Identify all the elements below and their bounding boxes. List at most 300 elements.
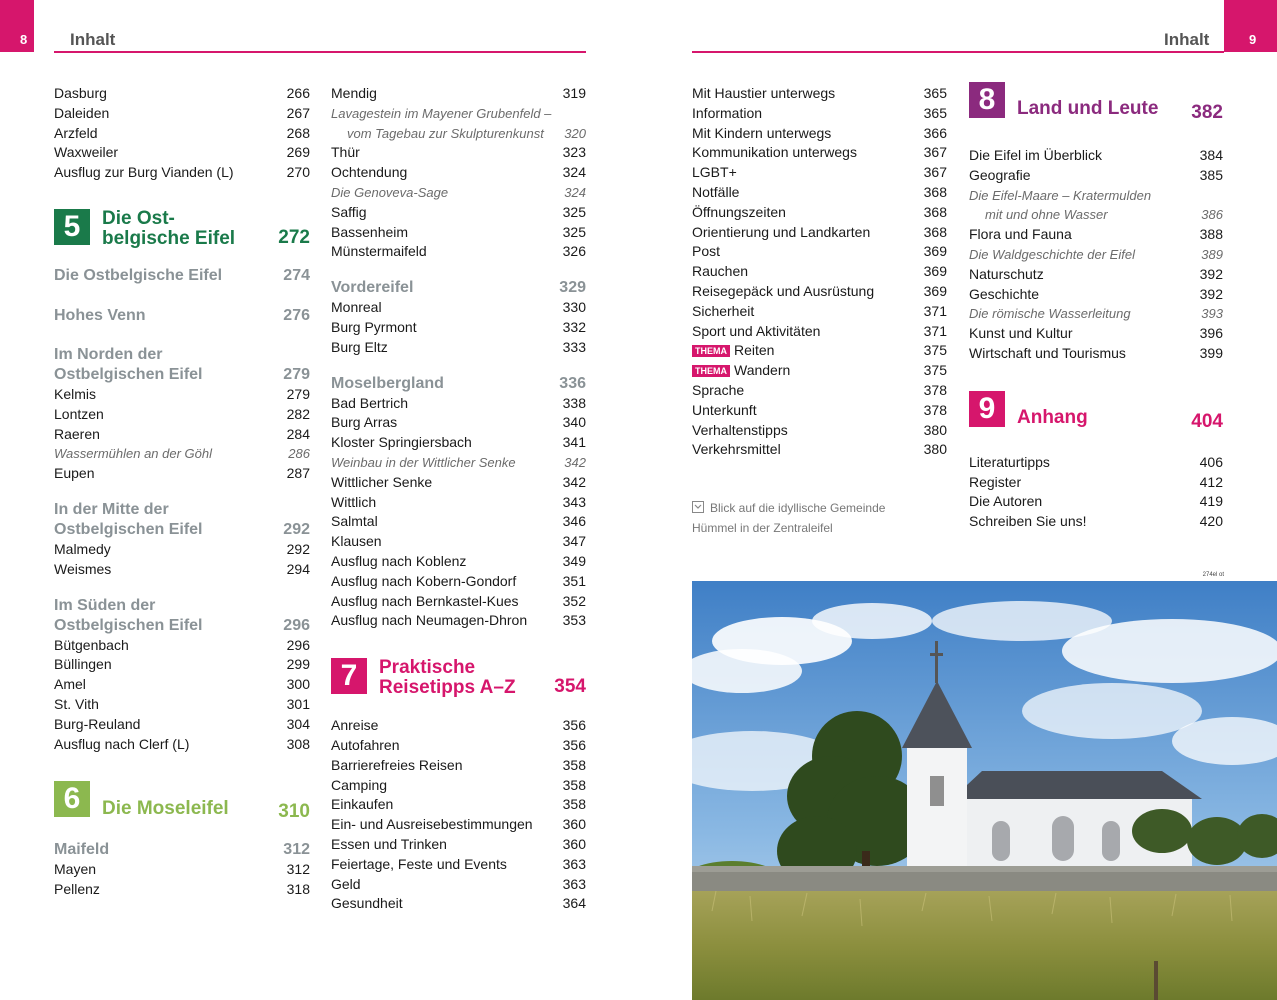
toc-entry	[54, 695, 310, 715]
toc-entry-page: 333	[562, 338, 586, 355]
toc-entry	[969, 285, 1223, 305]
toc-list	[54, 540, 310, 580]
toc-entry-title: Salmtal	[331, 513, 378, 530]
toc-entry-title: Lavagestein im Mayener Grubenfeld –	[331, 105, 552, 121]
toc-entry	[331, 894, 586, 914]
toc-list	[692, 84, 947, 460]
toc-entry-page: 324	[562, 164, 586, 181]
toc-entry-title: Sport und Aktivitäten	[692, 322, 821, 339]
chapter-page: 310	[278, 801, 310, 823]
toc-entry-title: Literaturtipps	[969, 453, 1050, 470]
toc-entry	[969, 245, 1223, 265]
toc-entry	[692, 322, 947, 342]
toc-entry-page: 368	[923, 203, 947, 220]
toc-entry-title: Rauchen	[692, 263, 749, 280]
toc-entry	[969, 304, 1223, 324]
toc-entry	[692, 302, 947, 322]
toc-entry-title: Eupen	[54, 465, 95, 482]
toc-entry	[331, 394, 586, 414]
toc-entry	[692, 223, 947, 243]
toc-entry-title: Wittlich	[331, 493, 377, 510]
toc-entry	[331, 163, 586, 183]
toc-entry-page: 300	[286, 676, 310, 693]
toc-entry-title: Notfälle	[692, 183, 740, 200]
toc-entry-page: 392	[1199, 285, 1223, 302]
toc-entry	[54, 860, 310, 880]
toc-entry-title: Burg Pyrmont	[331, 318, 417, 335]
toc-entry-title: Kelmis	[54, 385, 97, 402]
toc-entry-title: Mit Haustier unterwegs	[692, 85, 836, 101]
toc-entry-title: Bad Bertrich	[331, 394, 409, 411]
toc-entry-page: 367	[923, 144, 947, 161]
toc-entry-title: Kloster Springiersbach	[331, 434, 472, 451]
toc-entry-page: 396	[1199, 325, 1223, 342]
chapter-page: 354	[554, 676, 586, 698]
toc-entry-page: 371	[923, 322, 947, 339]
toc-entry-page: 269	[286, 144, 310, 161]
toc-entry-title: Geografie	[969, 166, 1031, 183]
chapter-8-heading	[969, 82, 1223, 122]
toc-entry-page: 318	[286, 881, 310, 898]
toc-entry	[54, 405, 310, 425]
toc-entry	[54, 104, 310, 124]
toc-entry	[692, 84, 947, 104]
toc-entry-page: 366	[923, 124, 947, 141]
toc-entry-title: Bassenheim	[331, 223, 409, 240]
toc-column-3	[692, 84, 947, 460]
toc-entry-title: Lontzen	[54, 405, 104, 422]
toc-entry	[54, 143, 310, 163]
toc-entry	[54, 425, 310, 445]
toc-entry-page: 338	[562, 394, 586, 411]
list	[54, 84, 310, 183]
toc-entry-page: 368	[923, 223, 947, 240]
toc-list	[331, 84, 586, 262]
section-heading: Vordereifel 329	[331, 279, 586, 297]
toc-entry-title: Kommunikation unterwegs	[692, 144, 857, 161]
toc-entry-page: 384	[1199, 147, 1223, 163]
toc-entry-page: 353	[562, 612, 586, 629]
toc-entry	[331, 736, 586, 756]
chapter-title: Die Ost- belgische Eifel	[102, 207, 236, 249]
toc-entry-page: 326	[562, 243, 586, 260]
toc-entry-title: Waxweiler	[54, 144, 119, 161]
toc-entry	[54, 735, 310, 755]
toc-entry-page: 349	[562, 552, 586, 569]
chapter-title: Anhang	[1017, 406, 1088, 428]
toc-entry-title: Barrierefreies Reisen	[331, 756, 463, 773]
toc-entry	[54, 880, 310, 900]
toc-entry-title: Information	[692, 104, 763, 121]
toc-entry	[331, 338, 586, 358]
toc-entry-page: 330	[562, 299, 586, 316]
toc-entry-title: Die Genoveva-Sage	[331, 184, 449, 200]
toc-entry	[331, 855, 586, 875]
toc-entry-title: Sprache	[692, 381, 745, 398]
toc-entry-page: 363	[562, 855, 586, 872]
toc-entry-page: 420	[1199, 513, 1223, 530]
toc-entry-title: St. Vith	[54, 695, 99, 712]
toc-entry-page: 282	[286, 405, 310, 422]
toc-entry	[692, 401, 947, 421]
toc-entry-title: Die Eifel-Maare – Kratermulden	[969, 187, 1152, 203]
thema-badge: THEMA	[692, 345, 730, 357]
toc-entry-title: Mit Kindern unterwegs	[692, 124, 832, 141]
section-heading: Maifeld 312	[54, 841, 310, 859]
toc-entry-page: 378	[923, 381, 947, 398]
chapter-page: 382	[1191, 102, 1223, 123]
toc-entry-page: 364	[562, 895, 586, 912]
toc-entry-page: 325	[562, 223, 586, 240]
toc-entry-title: Ausflug nach Kobern-Gondorf	[331, 572, 517, 589]
page-title-left: Inhalt	[70, 30, 116, 49]
toc-entry-title: Ausflug zur Burg Vianden (L)	[54, 164, 234, 181]
page-number-left: 8	[0, 0, 34, 52]
toc-list	[54, 636, 310, 755]
toc-entry	[969, 512, 1223, 532]
section-heading: Moselbergland 336	[331, 374, 586, 392]
toc-entry-page: 380	[923, 421, 947, 438]
toc-entry-page: 342	[564, 454, 586, 470]
toc-entry-page: 347	[562, 533, 586, 550]
toc-entry-title: Flora und Fauna	[969, 226, 1072, 243]
toc-list	[54, 860, 310, 900]
toc-entry	[692, 242, 947, 262]
toc-entry-page: 301	[286, 695, 310, 712]
toc-entry-title: Ausflug nach Koblenz	[331, 552, 467, 569]
toc-entry	[54, 385, 310, 405]
toc-entry-title: Die Waldgeschichte der Eifel	[969, 246, 1135, 262]
toc-entry-page: 351	[562, 572, 586, 589]
toc-entry	[331, 413, 586, 433]
toc-entry-page: 319	[562, 85, 586, 101]
toc-entry-title: Dasburg	[54, 85, 107, 101]
toc-entry-title: Ausflug nach Neumagen-Dhron	[331, 612, 528, 629]
toc-entry-title: Einkaufen	[331, 796, 394, 813]
toc-entry-page: 356	[562, 736, 586, 753]
section-heading: Im Norden der Ostbelgischen Eifel 279	[54, 345, 310, 383]
photo-caption: Blick auf die idyllische Gemeinde Hümmel in der Zentraleifel	[692, 501, 886, 535]
toc-entry-page: 363	[562, 875, 586, 892]
toc-entry-page: 393	[1201, 306, 1223, 322]
toc-entry	[54, 84, 310, 104]
chapter-page: 404	[1191, 410, 1223, 432]
chapter-9-heading	[969, 391, 1223, 431]
chapter-6-heading	[54, 781, 310, 821]
chapter-7-heading	[331, 658, 586, 698]
toc-list	[331, 298, 586, 357]
toc-entry-title: Klausen	[331, 533, 382, 550]
toc-entry-page: 358	[562, 796, 586, 813]
toc-entry	[54, 655, 310, 675]
chapter-page: 272	[278, 226, 310, 248]
toc-entry	[331, 298, 586, 318]
toc-entry-page: 341	[562, 434, 586, 451]
toc-entry-title: Verhaltenstipps	[692, 421, 788, 438]
toc-entry	[331, 242, 586, 262]
toc-entry	[331, 875, 586, 895]
toc-entry-title: Geld	[331, 875, 361, 892]
toc-entry-page: 286	[288, 446, 310, 462]
toc-entry	[54, 715, 310, 735]
toc-entry-page: 380	[923, 441, 947, 458]
page-title-right: Inhalt	[1164, 30, 1210, 49]
section-heading: Im Süden der Ostbelgischen Eifel 296	[54, 596, 310, 634]
toc-entry	[331, 716, 586, 736]
toc-entry	[331, 592, 586, 612]
toc-entry-title: Amel	[54, 676, 86, 693]
section-heading: In der Mitte der Ostbelgischen Eifel 292	[54, 500, 310, 538]
toc-entry	[692, 104, 947, 124]
chapter-title: Land und Leute	[1017, 98, 1159, 119]
toc-entry	[331, 512, 586, 532]
toc-entry-page: 312	[286, 861, 310, 878]
toc-entry-page: 294	[286, 560, 310, 577]
toc-entry-page: 371	[923, 302, 947, 319]
toc-entry-title: Wassermühlen an der Göhl	[54, 446, 213, 462]
toc-entry-title: Die römische Wasserleitung	[969, 306, 1131, 322]
chapter-5-heading	[54, 209, 310, 249]
toc-entry-title: Ausflug nach Bernkastel-Kues	[331, 592, 519, 609]
toc-list	[54, 385, 310, 484]
toc-entry-page: 360	[562, 816, 586, 833]
toc-entry	[331, 756, 586, 776]
toc-entry-title: Ein- und Ausreisebestimmungen	[331, 816, 533, 833]
toc-entry-title: Die Eifel im Überblick	[969, 147, 1103, 163]
toc-entry-title: Arzfeld	[54, 124, 98, 141]
toc-entry-page: 270	[286, 164, 310, 181]
section-heading: Die Ostbelgische Eifel 274	[54, 266, 310, 284]
toc-entry	[692, 361, 947, 381]
chapter-title: Die Moseleifel	[102, 798, 229, 820]
thema-badge: THEMA	[692, 365, 730, 377]
toc-entry-page: 325	[562, 203, 586, 220]
toc-entry	[331, 183, 586, 203]
toc-entry	[331, 433, 586, 453]
toc-entry-page: 279	[286, 385, 310, 402]
toc-entry-page: 342	[562, 473, 586, 490]
toc-entry-page: 358	[562, 776, 586, 793]
toc-entry-page: 346	[562, 513, 586, 530]
toc-entry-page: 287	[286, 465, 310, 482]
toc-entry-title: Schreiben Sie uns!	[969, 513, 1087, 530]
toc-entry	[692, 203, 947, 223]
toc-entry-page: 352	[562, 592, 586, 609]
toc-entry-page: 386	[1201, 207, 1223, 223]
toc-entry-title: Register	[969, 473, 1022, 490]
chapter-number-badge: 6	[54, 781, 90, 817]
toc-entry	[692, 183, 947, 203]
toc-entry	[331, 776, 586, 796]
toc-entry-page: 369	[923, 282, 947, 299]
toc-entry-page: 385	[1199, 166, 1223, 183]
toc-entry	[969, 146, 1223, 166]
toc-entry-title: Thür	[331, 144, 360, 161]
toc-entry	[331, 815, 586, 835]
toc-entry	[331, 835, 586, 855]
chapter-title: Praktische Reisetipps A–Z	[379, 657, 516, 699]
toc-entry	[331, 473, 586, 493]
toc-entry-page: 369	[923, 263, 947, 280]
toc-entry-title: Raeren	[54, 425, 100, 442]
toc-entry-title: Camping	[331, 776, 388, 793]
toc-entry	[331, 104, 586, 124]
caption-arrow-icon	[692, 501, 704, 513]
toc-entry-title: Die Autoren	[969, 493, 1043, 510]
toc-entry	[969, 265, 1223, 285]
toc-entry-page: 378	[923, 401, 947, 418]
toc-entry-title: Sicherheit	[692, 302, 755, 319]
toc-entry-page: 399	[1199, 344, 1223, 361]
photo-credit: 274el ot	[1202, 572, 1224, 578]
toc-entry-title: Saffig	[331, 203, 367, 220]
toc-entry	[54, 444, 310, 464]
toc-entry-title: Burg Eltz	[331, 338, 388, 355]
toc-entry-title: Mendig	[331, 85, 377, 101]
toc-entry-title: Mayen	[54, 861, 97, 878]
toc-entry-page: 419	[1199, 493, 1223, 510]
toc-entry-title: Ausflug nach Clerf (L)	[54, 735, 190, 752]
toc-entry	[331, 203, 586, 223]
toc-entry-title: Daleiden	[54, 104, 110, 121]
toc-entry-page: 284	[286, 425, 310, 442]
toc-entry	[331, 318, 586, 338]
toc-entry-title: Autofahren	[331, 736, 400, 753]
toc-list	[969, 453, 1223, 532]
toc-entry-page: 324	[564, 184, 586, 200]
toc-entry	[54, 163, 310, 183]
toc-list	[331, 716, 586, 914]
toc-entry	[692, 124, 947, 144]
toc-entry-title: Pellenz	[54, 881, 100, 898]
toc-entry-title: Monreal	[331, 299, 382, 316]
toc-entry-page: 304	[286, 715, 310, 732]
toc-entry	[692, 440, 947, 460]
toc-entry	[331, 124, 586, 144]
toc-entry-title: Unterkunft	[692, 401, 757, 418]
toc-entry	[54, 540, 310, 560]
toc-entry-title: Münstermaifeld	[331, 243, 427, 260]
toc-column-2	[331, 84, 586, 914]
toc-entry	[331, 795, 586, 815]
toc-entry	[54, 464, 310, 484]
chapter-number-badge: 8	[969, 82, 1005, 118]
toc-entry-page: 388	[1199, 226, 1223, 243]
toc-entry	[54, 124, 310, 144]
toc-entry-title: Wirtschaft und Tourismus	[969, 344, 1126, 361]
toc-entry	[969, 344, 1223, 364]
chapter-number-badge: 5	[54, 209, 90, 245]
toc-entry-page: 365	[923, 85, 947, 101]
toc-column-4	[969, 84, 1223, 532]
toc-entry	[692, 282, 947, 302]
toc-list	[969, 146, 1223, 364]
toc-entry	[692, 262, 947, 282]
toc-entry-title: Essen und Trinken	[331, 835, 447, 852]
toc-entry-page: 292	[286, 540, 310, 557]
toc-entry	[331, 143, 586, 163]
toc-entry-page: 308	[286, 735, 310, 752]
toc-entry	[331, 532, 586, 552]
toc-entry-page: 266	[286, 85, 310, 101]
toc-entry	[331, 223, 586, 243]
page-number-right: 9	[1224, 0, 1277, 52]
toc-entry-page: 389	[1201, 246, 1223, 262]
toc-entry-title: Wandern	[734, 362, 791, 379]
toc-entry-title: Reiten	[734, 342, 775, 359]
toc-entry-title: Geschichte	[969, 285, 1040, 302]
toc-entry	[969, 473, 1223, 493]
toc-entry	[331, 453, 586, 473]
toc-entry-title: mit und ohne Wasser	[985, 207, 1108, 223]
toc-entry	[54, 675, 310, 695]
toc-entry-title: LGBT+	[692, 164, 737, 181]
toc-entry-page: 356	[562, 717, 586, 734]
toc-entry-page: 406	[1199, 453, 1223, 470]
toc-column-1	[54, 84, 310, 900]
toc-entry-page: 268	[286, 124, 310, 141]
toc-entry-title: Kunst und Kultur	[969, 325, 1073, 342]
toc-entry-page: 358	[562, 756, 586, 773]
toc-entry	[969, 205, 1223, 225]
toc-entry-page: 332	[562, 318, 586, 335]
toc-entry-page: 360	[562, 835, 586, 852]
toc-entry-title: Gesundheit	[331, 895, 403, 912]
toc-entry-title: Büllingen	[54, 656, 112, 673]
toc-entry	[331, 493, 586, 513]
toc-entry-page: 296	[286, 636, 310, 653]
toc-entry-page: 412	[1199, 473, 1223, 490]
toc-entry-title: Wittlicher Senke	[331, 473, 433, 490]
toc-entry-title: Orientierung und Landkarten	[692, 223, 871, 240]
toc-entry-page: 369	[923, 243, 947, 260]
toc-entry-title: Öffnungszeiten	[692, 203, 786, 220]
toc-entry-title: Malmedy	[54, 540, 111, 557]
toc-entry-page: 375	[923, 362, 947, 379]
toc-entry	[331, 572, 586, 592]
toc-entry	[692, 341, 947, 361]
toc-entry-page: 267	[286, 104, 310, 121]
section-heading: Hohes Venn 276	[54, 306, 310, 324]
toc-entry-title: Ochtendung	[331, 164, 408, 181]
church-landscape-image	[692, 581, 1277, 1000]
toc-entry	[969, 166, 1223, 186]
toc-entry	[331, 84, 586, 104]
toc-entry	[969, 453, 1223, 473]
toc-entry-title: vom Tagebau zur Skulpturenkunst	[347, 125, 544, 141]
chapter-number-badge: 9	[969, 391, 1005, 427]
toc-entry-page: 299	[286, 656, 310, 673]
toc-entry-title: Reisegepäck und Ausrüstung	[692, 282, 875, 299]
header-rule-right	[692, 51, 1224, 53]
toc-entry	[54, 636, 310, 656]
toc-entry-page: 323	[562, 144, 586, 161]
toc-entry	[692, 163, 947, 183]
toc-entry	[969, 186, 1223, 206]
toc-list	[331, 394, 586, 632]
toc-entry-title: Weismes	[54, 560, 112, 577]
toc-entry-page: 340	[562, 414, 586, 431]
chapter-number-badge: 7	[331, 658, 367, 694]
toc-entry	[969, 492, 1223, 512]
toc-entry-page: 368	[923, 183, 947, 200]
toc-entry	[692, 421, 947, 441]
toc-entry-page: 365	[923, 104, 947, 121]
toc-entry	[969, 225, 1223, 245]
header-rule-left	[54, 51, 586, 53]
toc-entry-title: Naturschutz	[969, 265, 1044, 282]
toc-entry	[331, 552, 586, 572]
